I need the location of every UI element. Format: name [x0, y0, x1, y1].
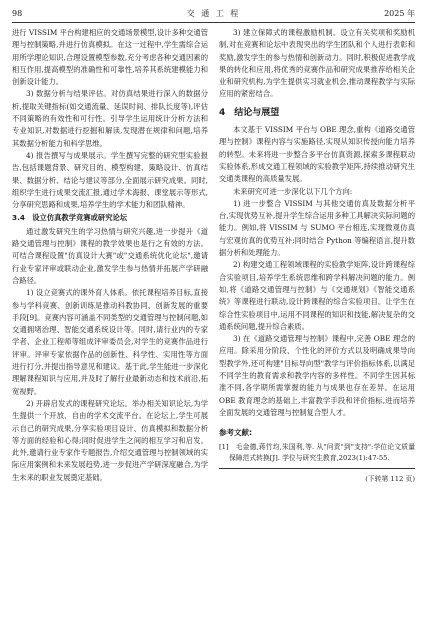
- paragraph: 本文基于 VISSIM 平台与 OBE 理念,重构《道路交通管理与控制》课程内容与实施路径,实现从知识传授向能力培养的转型。未来将进一步整合多平台仿真资源,探索多课程联动实验体系,形成交通工程领域的实验教学矩阵,持续推动研究生交通类课程的高质量发展。: [219, 125, 415, 184]
- section-heading: 3.4 设立仿真教学竞赛或研究论坛: [12, 213, 128, 223]
- paragraph: 3) 数据分析与结果评估。对仿真结果进行深入的数据分析,提取关键指标(如交通流量、延误时间、排队长度等),评估不同策略的有效性和可行性。引导学生运用统计分析方法和专业知识,对数据进行挖掘和解读,发现潜在规律和问题,培养其数据分析能力和科学思维。: [12, 89, 208, 148]
- publication-year: 2025 年: [384, 9, 415, 18]
- paragraph: 未来研究可进一步深化以下几个方向:: [233, 186, 353, 196]
- right-column: [219, 27, 415, 485]
- section-heading: 4 结论与展望: [219, 107, 280, 118]
- paragraph: 4) 报告撰写与成果展示。学生撰写完整的研究型实验报告,包括课题背景、研究目的、模型构建、策略设计、仿真结果、数据分析、结论与建议等部分,全面展示研究成果。同时,组织学生进行成果交流汇报,通过学术海报、课堂展示等形式,分享研究思路和成果,培养学生的学术能力和团队精神。: [12, 150, 208, 210]
- paragraph: 2) 开辟启发式的课程研究论坛。举办相关知识论坛,为学生提供一个开放、自由的学术交流平台。在论坛上,学生可展示自己的研究成果,分享实验项目设计、仿真模拟和数据分析等方面的经验和心得;同时促进学生之间的相互学习和启发。此外,邀请行业专家作专题报告,介绍交通管理与控制领域的实际应用案例和未来发展趋势,进一步促进产学研深度融合,为学生未来的职业发展奠定基础。: [12, 398, 208, 482]
- paragraph: 2) 构建交通工程领域课程的实验教学矩阵,设计跨课程综合实验项目,培养学生系统思维和跨学科解决问题的能力。例如,将《道路交通管理与控制》与《交通规划》《智能交通系统》等课程进行联动,设计跨课程的综合实验项目。让学生在综合性实验项目中,运用不同课程的知识和技能,解决复杂的交通系统问题,提升综合素质。: [219, 260, 415, 331]
- footer-rule: [219, 468, 415, 469]
- reference-item: [1] 毛金德,蒋竹均,朱国利,等. 从"问责"到"支持":学位论文质量保障范式转换[J]. 学位与研究生教育,2023(1):47-55.: [219, 442, 415, 462]
- paragraph: 通过激发研究生的学习热情与研究兴趣,进一步提升《道路交通管理与控制》课程的教学效果也是行之有效的方法。可结合课程设置"仿真设计大赛"或"交通系统优化论坛",邀请行业专家评审或联动企业,激发学生参与热情并拓展产学研融合路径。: [12, 226, 208, 285]
- paragraph: 3) 在《道路交通管理与控制》课程中,完善 OBE 理念的应用。除采用分阶段、个性化的评价方式以及明确成果导向型教学外,还可构建"目标导向型"教学与评价指标体系,以满足不同学生的教育需求和教学内容的多样性。不同学生因其标准不同,各学期所需掌握的能力与成果也存在差异。在运用 OBE 教育理念的基础上,丰富教学手段和评价指标,进而培养全面发展的交通管理与控制复合型人才。: [219, 334, 415, 417]
- page-number: 98: [12, 9, 23, 18]
- continued-note: (下转第 112 页): [365, 474, 415, 483]
- references-title: 参考文献:: [219, 428, 252, 438]
- left-column: [12, 27, 208, 484]
- paragraph: 1) 进一步整合 VISSIM 与其他交通仿真及数据分析平台,实现优势互补,提升学生综合运用多种工具解决实际问题的能力。例如,将 VISSIM 与 SUMO 平台相连,实现微观仿真与宏观仿真的优势互补;同时结合 Python 等编程语言,提升数据分析和处理能力。: [219, 198, 415, 258]
- header-rule: [12, 22, 415, 23]
- paragraph: 进行 VISSIM 平台构建相应的交通场景模型,设计多种交通管理与控制策略,并进行仿真模拟。在这一过程中,学生需综合运用所学理论知识,合理设置模型参数,充分考虑各种交通因素的相互作用,提高模型的准确性和可靠性,培养其系统建模能力和创新设计能力。: [12, 28, 208, 87]
- page-header: [12, 7, 415, 21]
- paragraph: 1) 设立竞赛式的课外育人体系。依托课程培养目标,直接参与学科竞赛、创新训练是推动科教协同、创新发展的重要手段[9]。竞赛内容可涵盖不同类型的交通管理与控制问题,如交通拥堵治理、智能交通系统设计等。同时,请行业内的专家学者、企业工程师等组成评审委员会,对学生的竞赛作品进行评审。评审专家依据作品的创新性、科学性、实用性等方面进行打分,并提出指导意见和建议。基于此,学生能进一步深化理解课程知识与应用,并及时了解行业最新动态和技术前沿,拓宽视野。: [12, 288, 208, 396]
- journal-name: 交 通 工 程: [186, 9, 241, 18]
- paragraph: 3) 建立保障式的课程激励机制。设立有关奖项和奖励机制,对在竞赛和论坛中表现突出的学生团队和个人进行表彰和奖励,激发学生的参与热情和创新动力。同时,积极促进教学成果的转化和应用,将优秀的竞赛作品和研究成果推荐给相关企业和研究机构,为学生提供实习就业机会,推动课程教学与实际应用的紧密结合。: [219, 28, 415, 99]
